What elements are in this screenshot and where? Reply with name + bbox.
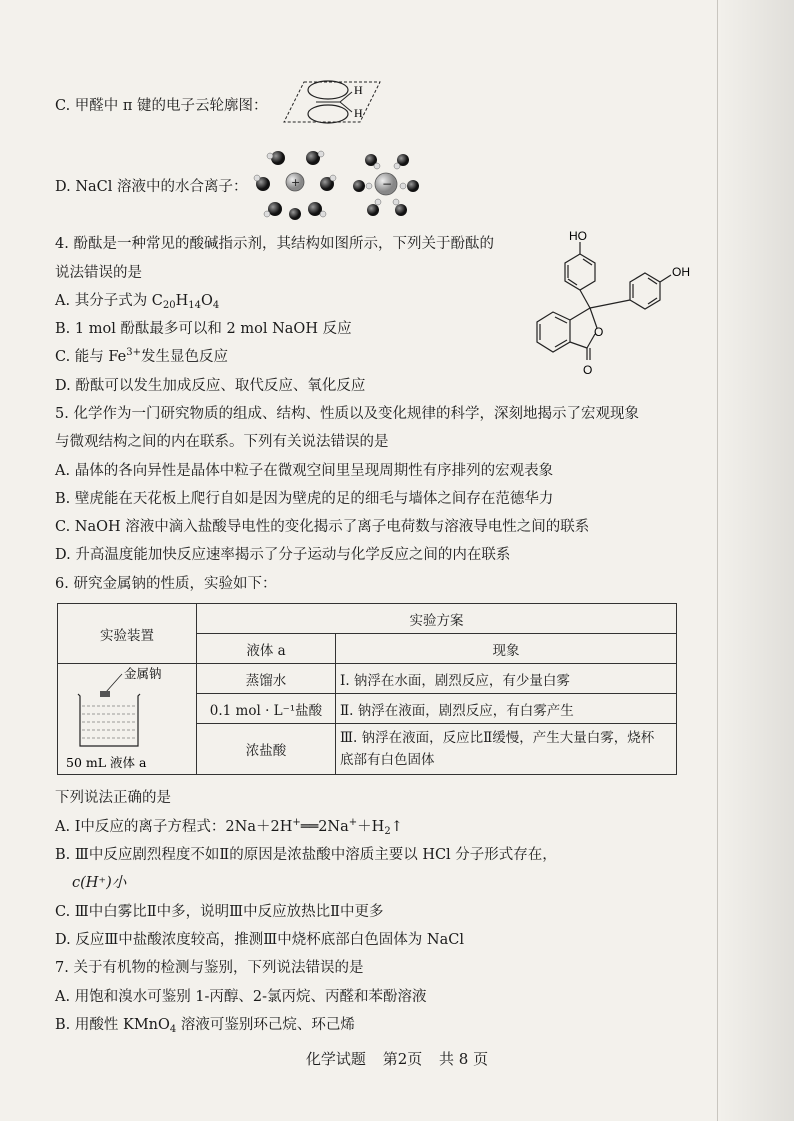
hydroxyl-label-top: HO [569, 229, 587, 243]
q4-stem-line2: 说法错误的是 [55, 265, 142, 281]
table-header-plan: 实验方案 [197, 604, 677, 634]
q6-option-a-sup2: + [348, 817, 358, 828]
q6-option-a-sup1: + [292, 817, 301, 828]
table-header-liquid: 液体 a [197, 634, 336, 664]
sodium-ion-cluster-left [254, 151, 336, 220]
row3-phenomenon-line2: 底部有白色固体 [340, 752, 435, 768]
liquid-volume-label: 50 mL 液体 a [66, 755, 147, 770]
ring-oxygen-label: O [594, 325, 604, 339]
q5-option-a: A. 晶体的各向异性是晶体中粒子在微观空间里呈现周期性有序排列的宏观表象 [55, 463, 554, 479]
q4-option-c-text: C. 能与 Fe [55, 349, 127, 365]
q6-option-a-arrow: ↑ [390, 819, 403, 835]
q3-option-c-text: C. 甲醛中 π 键的电子云轮廓图： [55, 98, 268, 114]
pi-bond-electron-cloud-diagram [282, 72, 382, 132]
q4-option-a-sub2: 14 [188, 300, 202, 311]
hydrogen-label-bottom: H [354, 106, 363, 120]
svg-text:−: − [382, 177, 393, 191]
row2-phenomenon: Ⅱ. 钠浮在液面，剧烈反应，有白雾产生 [336, 694, 677, 724]
hydrogen-label-top: H [354, 83, 363, 97]
row1-phenomenon: Ⅰ. 钠浮在水面，剧烈反应，有少量白雾 [336, 664, 677, 694]
q7-option-b-sub: 4 [169, 1024, 177, 1035]
q4-option-c-rest: 发生显色反应 [141, 349, 229, 365]
q5-stem-line2: 与微观结构之间的内在联系。下列有关说法错误的是 [55, 434, 389, 450]
row3-phenomenon [336, 724, 677, 775]
q6-option-d: D. 反应Ⅲ中盐酸浓度较高，推测Ⅲ中烧杯底部白色固体为 NaCl [55, 932, 464, 948]
phenolphthalein-structure [525, 228, 710, 378]
q7-option-b-rest: 溶液可鉴别环己烷、环己烯 [176, 1017, 355, 1033]
q4-option-a-text: A. 其分子式为 C [55, 293, 163, 309]
q7-option-b-text: B. 用酸性 KMnO [55, 1017, 170, 1033]
q6-option-a [55, 815, 403, 837]
q6-option-c: C. Ⅲ中白雾比Ⅱ中多，说明Ⅲ中反应放热比Ⅱ中更多 [55, 904, 384, 920]
q5-option-d: D. 升高温度能加快反应速率揭示了分子运动与化学反应之间的内在联系 [55, 547, 511, 563]
footer-subject: 化学试题 [305, 1050, 366, 1068]
footer-page-number: 第2页 [382, 1050, 423, 1068]
q6-option-a-eq: ══2Na [300, 819, 349, 835]
q6-option-a-text: A. Ⅰ中反应的离子方程式：2Na＋2H [55, 819, 293, 835]
q4-option-d: D. 酚酞可以发生加成反应、取代反应、氧化反应 [55, 378, 366, 394]
row3-phenomenon-line1: Ⅲ. 钠浮在液面，反应比Ⅱ缓慢，产生大量白雾，烧杯 [340, 730, 655, 746]
q7-stem: 7. 关于有机物的检测与鉴别，下列说法错误的是 [55, 960, 364, 976]
page-fold-line [717, 0, 718, 1121]
q4-option-c [55, 345, 228, 366]
q5-stem-line1: 5. 化学作为一门研究物质的组成、结构、性质以及变化规律的科学，深刻地揭示了宏观现象 [55, 406, 639, 422]
hydrated-ions-diagram [253, 144, 428, 224]
q6-stem: 6. 研究金属钠的性质，实验如下： [55, 576, 277, 592]
q6-after-table: 下列说法正确的是 [55, 790, 171, 806]
q3-option-c [55, 94, 268, 115]
svg-text:+: + [291, 176, 301, 189]
sodium-label: 金属钠 [124, 666, 162, 681]
page-footer [0, 1048, 794, 1069]
experiment-table [57, 603, 677, 775]
q4-option-a-sub1: 20 [162, 300, 176, 311]
q7-option-b [55, 1013, 355, 1035]
table-header-device: 实验装置 [58, 604, 197, 664]
q3-option-d [55, 175, 248, 196]
q4-option-a [55, 289, 219, 311]
footer-total-pages: 共 8 页 [439, 1050, 489, 1068]
q7-option-a: A. 用饱和溴水可鉴别 1-丙醇、2-氯丙烷、丙醛和苯酚溶液 [55, 989, 427, 1005]
chloride-ion-cluster-right [353, 154, 419, 216]
q4-option-c-charge: 3+ [126, 347, 142, 358]
q6-option-b-line1: B. Ⅲ中反应剧烈程度不如Ⅱ的原因是浓盐酸中溶质主要以 HCl 分子形式存在， [55, 847, 557, 863]
page-edge-shadow [714, 0, 794, 1121]
q6-option-a-sub: 2 [384, 826, 391, 837]
row1-liquid: 蒸馏水 [197, 664, 336, 694]
apparatus-cell [58, 664, 197, 775]
row3-liquid: 浓盐酸 [197, 724, 336, 775]
q4-option-b: B. 1 mol 酚酞最多可以和 2 mol NaOH 反应 [55, 321, 352, 337]
carbonyl-oxygen-label: O [583, 363, 593, 377]
row2-liquid: 0.1 mol · L⁻¹盐酸 [197, 694, 336, 724]
beaker-with-sodium-diagram [58, 664, 196, 774]
hydroxyl-label-right: OH [672, 265, 690, 279]
q4-option-a-sub3: 4 [212, 300, 220, 311]
q5-option-c: C. NaOH 溶液中滴入盐酸导电性的变化揭示了离子电荷数与溶液导电性之间的联系 [55, 519, 590, 535]
q6-option-a-h: ＋H [357, 819, 385, 835]
q3-option-d-text: D. NaCl 溶液中的水合离子： [55, 179, 248, 195]
q6-option-b-line2: c(H⁺)小 [72, 875, 127, 891]
q5-option-b: B. 壁虎能在天花板上爬行自如是因为壁虎的足的细毛与墙体之间存在范德华力 [55, 491, 554, 507]
table-header-phenomenon: 现象 [336, 634, 677, 664]
q4-option-a-o: O [201, 293, 213, 309]
q4-stem-line1: 4. 酚酞是一种常见的酸碱指示剂，其结构如图所示，下列关于酚酞的 [55, 236, 494, 252]
q4-option-a-h: H [175, 293, 189, 309]
